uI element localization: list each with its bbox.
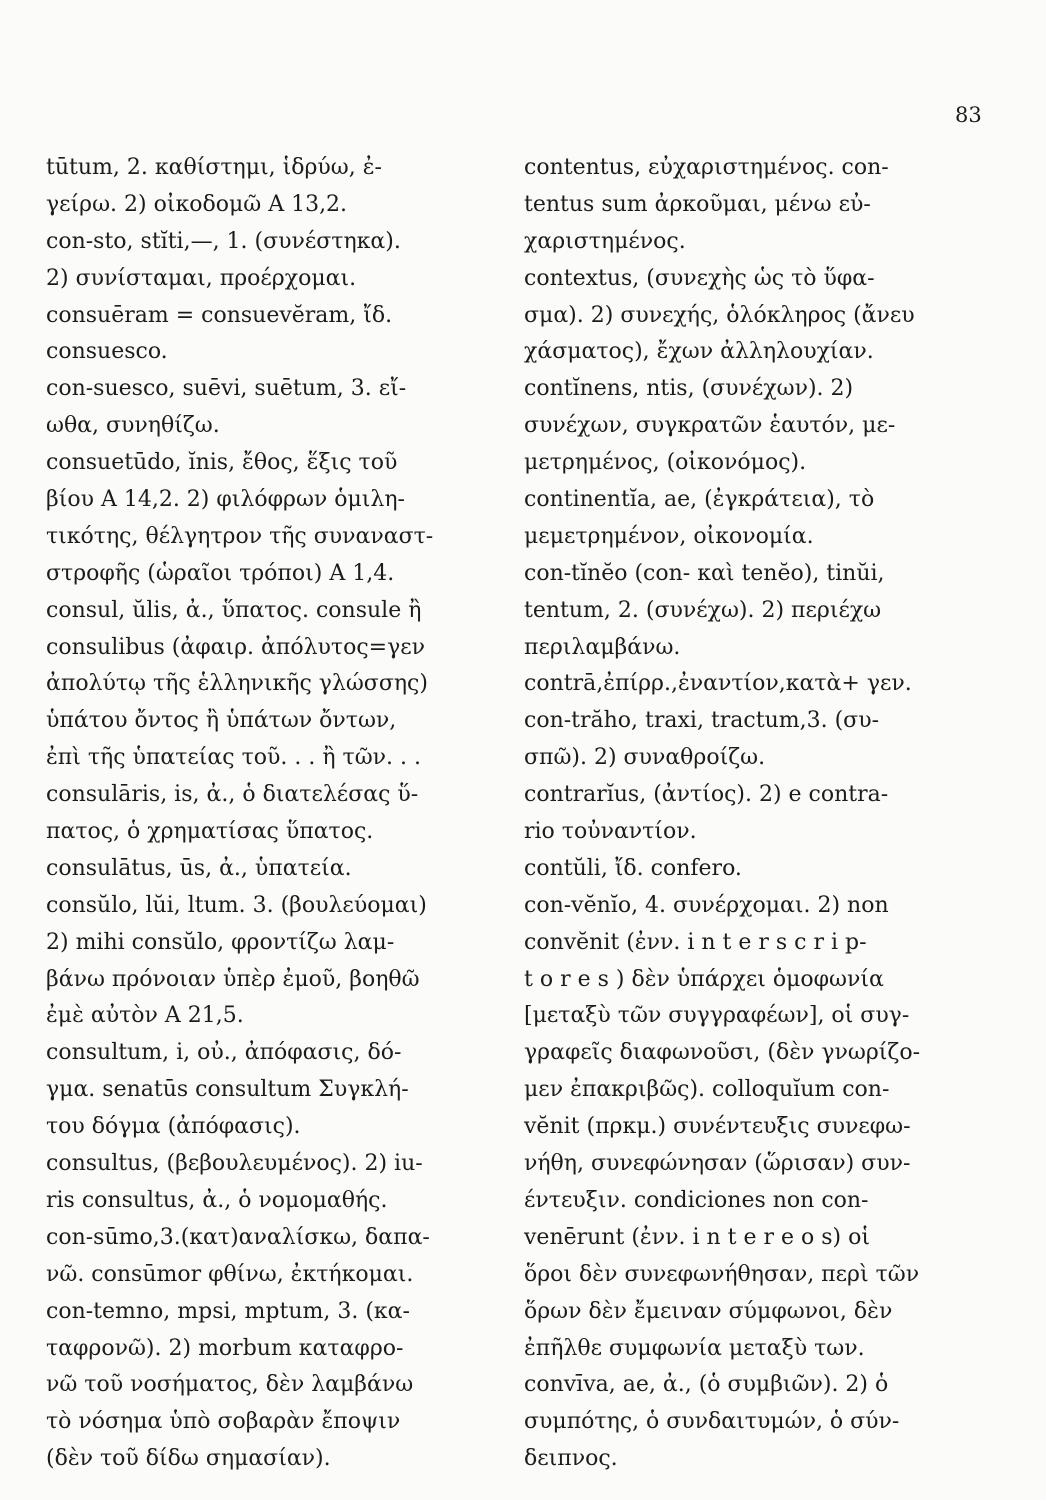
right-column-line: περιλαμβάνω. (524, 634, 681, 660)
left-column-line: tūtum, 2. καθίστημι, ἱδρύω, ἐ- (46, 155, 382, 180)
left-column-line: consultus, (βεβουλευμένος). 2) iu- (46, 1151, 423, 1177)
right-column-line: tentum, 2. (συνέχω). 2) περιέχω (524, 597, 882, 623)
right-column-line: tentus sum ἀρκοῦμαι, μένω εὐ- (524, 191, 871, 217)
left-column-line: consultum, i, οὐ., ἀπόφασις, δό- (46, 1040, 402, 1066)
left-column-line: con-sto, stĭti,—, 1. (συνέστηκα). (46, 228, 401, 254)
right-column-line: contrarĭus, (ἀντίος). 2) e contra- (524, 782, 889, 808)
left-column (46, 150, 501, 1478)
right-column-line: δειπνος. (524, 1446, 618, 1472)
left-column-line: νῶ τοῦ νοσήματος, δὲν λαμβάνω (46, 1372, 414, 1398)
left-column-line: βάνω πρόνοιαν ὑπὲρ ἐμοῦ, βοηθῶ (46, 966, 420, 992)
left-column-line: στροφῆς (ὡραῖοι τρόποι) Α 1,4. (46, 560, 395, 586)
left-column-line: ἐμὲ αὐτὸν Α 21,5. (46, 1003, 244, 1029)
right-column-line: continentĭa, ae, (ἐγκράτεια), τὸ (524, 487, 875, 513)
left-column-line: con-temno, mpsi, mptum, 3. (κα- (46, 1298, 410, 1324)
left-column-line: con-suesco, suēvi, suētum, 3. εἴ- (46, 376, 407, 402)
right-column-line: con-vĕnĭo, 4. συνέρχομαι. 2) non (524, 892, 889, 918)
left-column-line: (δὲν τοῦ δίδω σημασίαν). (46, 1446, 331, 1472)
right-column-line: vĕnit (πρκμ.) συνέντευξις συνεφω- (524, 1114, 911, 1140)
left-column-line: γμα. senatūs consultum Συγκλή- (46, 1077, 409, 1103)
left-column-line: ταφρονῶ). 2) morbum καταφρο- (46, 1335, 404, 1361)
left-column-line: consul, ŭlis, ἀ., ὕπατος. consule ἢ (46, 597, 422, 623)
left-column-line: 2) συνίσταμαι, προέρχομαι. (46, 265, 357, 291)
left-column-line: γείρω. 2) οἰκοδομῶ Α 13,2. (46, 191, 348, 217)
left-column-line: ἀπολύτῳ τῆς ἑλληνικῆς γλώσσης) (46, 671, 428, 697)
left-column-line: ἐπὶ τῆς ὑπατείας τοῦ. . . ἢ τῶν. . . (46, 745, 421, 771)
right-column-line: μετρημένος, (οἰκονόμος). (524, 450, 807, 476)
left-column-line: consuēram = consuevĕram, ἴδ. (46, 302, 393, 328)
right-column-line: contentus, εὐχαριστημένος. con- (524, 155, 889, 180)
left-column-line: ωθα, συνηθίζω. (46, 413, 220, 439)
left-column-line: consulāris, is, ἀ., ὁ διατελέσας ὕ- (46, 782, 419, 808)
right-column-line: contĭnens, ntis, (συνέχων). 2) (524, 376, 854, 402)
right-column-line: con-trăho, traxi, tractum,3. (συ- (524, 708, 879, 734)
right-column-line: μεν ἐπακριβῶς). colloquĭum con- (524, 1077, 890, 1103)
right-column-line: con-tĭnĕo (con- καὶ tenĕo), tinŭi, (524, 560, 885, 586)
right-column-line: χαριστημένος. (524, 228, 686, 254)
right-column-line: χάσματος), ἔχων ἀλληλουχίαν. (524, 339, 874, 365)
right-column (524, 150, 994, 1478)
right-column-line: νήθη, συνεφώνησαν (ὥρισαν) συν- (524, 1151, 911, 1177)
right-column-line: t o r e s ) δὲν ὑπάρχει ὁμοφωνία (524, 966, 884, 992)
left-column-line: του δόγμα (ἀπόφασις). (46, 1114, 301, 1140)
right-column-line: convīva, ae, ἀ., (ὁ συμβιῶν). 2) ὁ (524, 1372, 889, 1398)
right-column-line: σπῶ). 2) συναθροίζω. (524, 745, 766, 771)
left-column-line: τικότης, θέλγητρον τῆς συναναστ- (46, 523, 434, 549)
right-column-line: συμπότης, ὁ συνδαιτυμών, ὁ σύν- (524, 1409, 900, 1435)
left-column-line: consuesco. (46, 339, 168, 365)
left-column-line: 2) mihi consŭlo, φροντίζω λαμ- (46, 929, 395, 955)
left-column-line: πατος, ὁ χρηματίσας ὕπατος. (46, 819, 374, 845)
right-column-line: σμα). 2) συνεχής, ὁλόκληρος (ἄνευ (524, 302, 915, 328)
page-number: 83 (955, 103, 982, 127)
right-column-line: συνέχων, συγκρατῶν ἑαυτόν, με- (524, 413, 896, 439)
left-column-line: ὑπάτου ὄντος ἢ ὑπάτων ὄντων, (46, 708, 397, 734)
right-column-line: contŭli, ἴδ. confero. (524, 855, 742, 881)
left-column-line: con-sūmo,3.(κατ)αναλίσκω, δαπα- (46, 1224, 430, 1250)
right-column-line: contrā,ἐπίρρ.,ἐναντίον,κατὰ+ γεν. (524, 671, 912, 697)
right-column-line: ἐπῆλθε συμφωνία μεταξὺ των. (524, 1335, 865, 1361)
right-column-line: convĕnit (ἐνν. i n t e r s c r i p- (524, 929, 867, 955)
left-column-line: νῶ. consūmor φθίνω, ἐκτήκομαι. (46, 1261, 414, 1287)
right-column-line: rio τοὐναντίον. (524, 819, 697, 845)
left-column-line: consulibus (ἀφαιρ. ἀπόλυτος=γεν (46, 634, 426, 660)
right-column-line: έντευξιν. condiciones non con- (524, 1187, 869, 1213)
left-column-line: ris consultus, ἀ., ὁ νομομαθής. (46, 1187, 388, 1213)
right-column-line: μεμετρημένον, οἰκονομία. (524, 523, 814, 549)
left-column-line: consŭlo, lŭi, ltum. 3. (βουλεύομαι) (46, 892, 427, 918)
right-column-line: γραφεῖς διαφωνοῦσι, (δὲν γνωρίζο- (524, 1040, 920, 1066)
right-column-line: venērunt (ἐνν. i n t e r e o s) οἱ (524, 1224, 870, 1250)
right-column-line: ὅρων δὲν ἔμειναν σύμφωνοι, δὲν (524, 1298, 893, 1324)
left-column-line: βίου Α 14,2. 2) φιλόφρων ὁμιλη- (46, 487, 405, 513)
left-column-line: consuetūdo, ĭnis, ἔθος, ἕξις τοῦ (46, 450, 398, 476)
left-column-line: τὸ νόσημα ὑπὸ σοβαρὰν ἔποψιν (46, 1409, 401, 1435)
right-column-line: [μεταξὺ τῶν συγγραφέων], οἱ συγ- (524, 1003, 910, 1029)
right-column-line: contextus, (συνεχὴς ὡς τὸ ὕφα- (524, 265, 875, 291)
left-column-line: consulātus, ūs, ἀ., ὑπατεία. (46, 855, 352, 881)
right-column-line: ὅροι δὲν συνεφωνήθησαν, περὶ τῶν (524, 1261, 920, 1287)
